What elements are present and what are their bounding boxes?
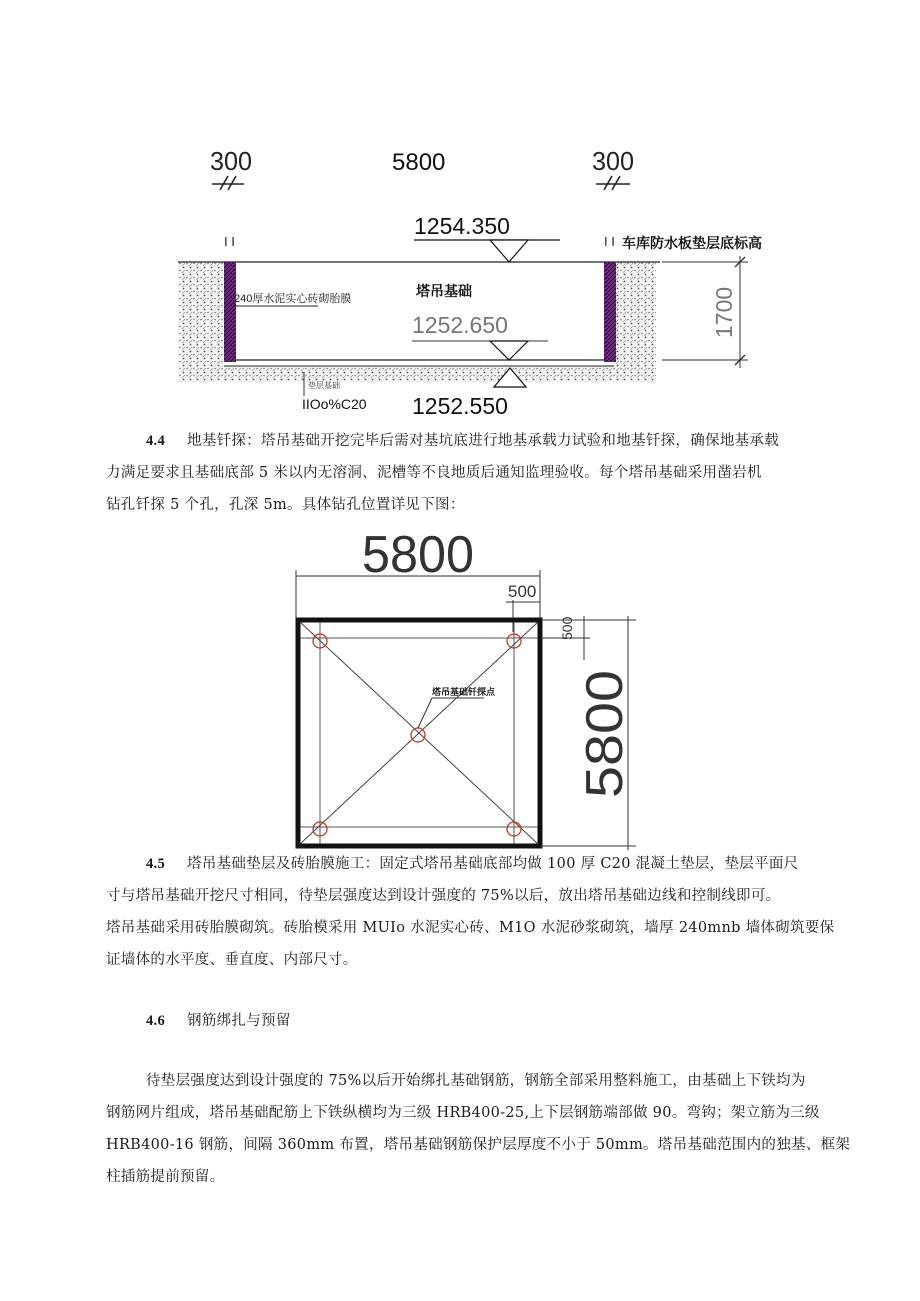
elev-mid: 1252.650 <box>412 312 508 338</box>
section-4-6-title: 钢筋绑扎与预留 <box>187 1013 291 1029</box>
section-4-4 <box>106 425 826 521</box>
plan-dim-top-5800: 5800 <box>362 526 474 584</box>
section-4-5-number: 4.5 <box>146 856 166 872</box>
plan-dim-right-5800: 5800 <box>576 682 634 798</box>
mark-right: I I <box>604 234 615 249</box>
label-brick-wall: 240厚水泥实心砖砌胎膜 <box>234 293 352 305</box>
section-4-5-line-4: 证墙体的水平度、垂直度、内部尺寸。 <box>106 952 358 968</box>
brick-wall-right <box>604 262 616 362</box>
elev-bottom: 1252.550 <box>412 393 508 419</box>
elev-top-marker <box>490 240 528 262</box>
label-tower-foundation: 塔吊基础 <box>416 283 472 299</box>
plan-dim-offset-right-500: 500 <box>559 616 575 640</box>
section-4-4-line-1: 地基钎探：塔吊基础开挖完毕后需对基坑底进行地基承载力试验和地基钎探，确保地基承载 <box>187 433 780 449</box>
label-cushion: IIOo%C20 <box>302 396 367 412</box>
dim-height-1700: 1700 <box>711 286 737 338</box>
soil-left <box>178 262 224 382</box>
probe-point-center <box>411 728 425 742</box>
plan-label-probe-point: 塔吊基础钎探点 <box>432 687 496 697</box>
brick-wall-left <box>224 262 236 362</box>
section-4-5-line-3: 塔吊基础采用砖胎膜砌筑。砖胎模采用 MUIo 水泥实心砖、M1O 水泥砂浆砌筑，墙厚 240mnb 墙体砌筑要保 <box>106 920 835 936</box>
section-4-6-heading <box>106 1005 826 1037</box>
section-4-4-line-3: 钻孔钎探 5 个孔，孔深 5m。具体钻孔位置详见下图： <box>106 497 465 513</box>
label-cushion-small: 垫层基础 <box>308 381 340 390</box>
section-4-6-body <box>106 1065 851 1193</box>
elev-top: 1254.350 <box>414 213 510 239</box>
dim-left-300: 300 <box>210 146 252 176</box>
section-4-4-number: 4.4 <box>146 433 166 449</box>
mark-left: I I <box>224 234 235 249</box>
section-4-5-line-1: 塔吊基础垫层及砖胎膜施工：固定式塔吊基础底部均做 100 厚 C20 混凝土垫层，垫层平面尺 <box>187 856 799 872</box>
section-4-6-line-4: 柱插筋提前预留。 <box>106 1169 225 1185</box>
plan-diagram <box>0 520 920 850</box>
section-4-6-line-2: 钢筋网片组成，塔吊基础配筋上下铁纵横均为三级 HRB400-25,上下层钢筋端部做 90。弯钩；架立筋为三级 <box>106 1105 820 1121</box>
dim-right-300: 300 <box>592 146 634 176</box>
soil-bottom <box>224 366 614 382</box>
section-4-5 <box>106 848 835 976</box>
dim-tick-right <box>596 176 630 190</box>
label-waterproof-elevation: 车库防水板垫层底标高 <box>622 235 762 251</box>
section-diagram <box>0 0 920 420</box>
plan-dim-offset-top-500: 500 <box>508 582 537 601</box>
dim-center-5800: 5800 <box>392 149 446 176</box>
section-4-6-number: 4.6 <box>146 1013 166 1029</box>
section-4-5-line-2: 寸与塔吊基础开挖尺寸相同，待垫层强度达到设计强度的 75%以后，放出塔吊基础边线和控制线即可。 <box>106 888 781 904</box>
soil-right <box>612 262 656 382</box>
dim-tick-left <box>212 176 244 190</box>
section-4-6-line-1: 待垫层强度达到设计强度的 75%以后开始绑扎基础钢筋，钢筋全部采用整料施工，由基础上下铁均为 <box>146 1073 806 1089</box>
elev-mid-marker <box>490 341 528 360</box>
section-4-6-line-3: HRB400-16 钢筋，间隔 360mm 布置，塔吊基础钢筋保护层厚度不小于 50mm。塔吊基础范围内的独基、框架 <box>106 1137 851 1153</box>
section-4-4-line-2: 力满足要求且基础底部 5 米以内无溶洞、泥槽等不良地质后通知监理验收。每个塔吊基础采用凿岩机 <box>106 465 762 481</box>
